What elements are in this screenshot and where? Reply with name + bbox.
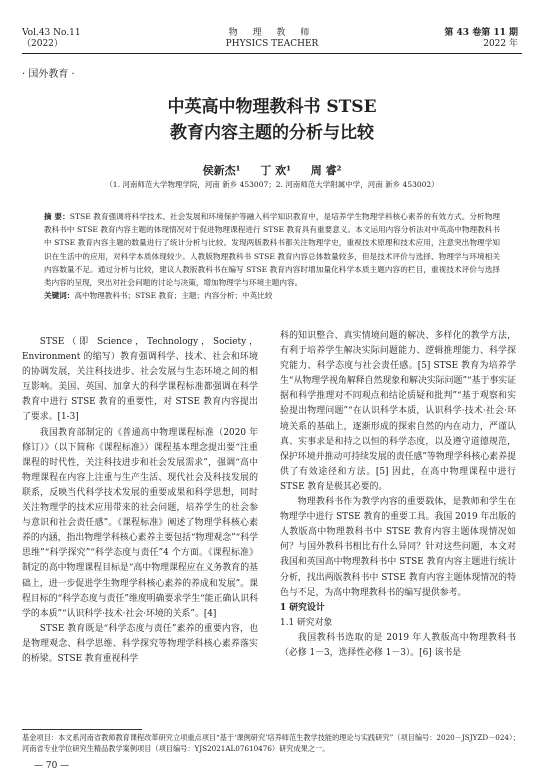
abstract-block	[44, 210, 500, 302]
paragraph: STSE（即 Science，Technology，Society，Environment 的缩写）教育强调科学、技术、社会和环境的协调发展，关注科技进步、社会发展与生态环境之间的相互影响。美国、英国、加拿大的科学课程标准都强调在科学教育中进行 STSE 教育的重要性，对 STSE 教育内容提出了要求。[1-3]	[22, 337, 258, 423]
footnote-rule	[22, 729, 142, 730]
page-number: — 70 —	[34, 761, 70, 771]
author-2: 丁 欢¹	[260, 164, 291, 177]
affiliation: （1. 河南师范大学物理学院，河南 新乡 453007；2. 河南师范大学附属中学，河南 新乡 453002）	[105, 180, 439, 189]
keywords-text: 高中物理教科书；STSE 教育；主题；内容分析；中英比较	[74, 291, 273, 301]
abstract-label: 摘 要：	[44, 212, 70, 221]
subsection-heading: 1.1 研究对象	[280, 617, 333, 628]
article-title-line1: 中英高中物理教科书 STSE	[167, 97, 377, 117]
author-3: 周 睿²	[310, 164, 342, 177]
article-title-line2: 教育内容主题的分析与比较	[170, 123, 374, 143]
journal-volume: Vol.43 No.11 （2022）	[22, 28, 81, 49]
paragraph: 物理教科书作为教学内容的重要载体，是教师和学生在物理学中进行 STSE 教育的重要工具。我国 2019 年出版的人教版高中物理教科书中 STSE 教育内容主题体现情况如何？与国外教科书相比有什么异同？针对这些问题，本文对我国和英国高中物理教科书中 STSE 教育内容主题进行统计分析，找出两版教科书中 STSE 教育内容主题体现情况的特色与不足，为高中物理教科书的编写提供参考。	[280, 497, 516, 598]
journal-title: 物 理 教 师 PHYSICS TEACHER	[225, 28, 319, 49]
funding-footnote: 基金项目：本文系河南省教师教育课程改革研究立项重点项目“基于‘课例研究’培养师范生教学技能的理论与实践研究”（项目编号：2020－JSJYZD－024）；河南省专业学位研究生精品教学案例项目（项目编号：YJS2021AL07610476）研究成果之一。	[22, 733, 520, 753]
body-right-column	[280, 329, 516, 661]
author-1: 侯新杰¹	[202, 164, 241, 177]
keywords-label: 关键词：	[44, 291, 75, 301]
paragraph: 我国教育部制定的《普通高中物理课程标准（2020 年修订）》（以下简称《课程标准》）课程基本理念提出要“注重课程的时代性，关注科技进步和社会发展需求”，强调“高中物理课程在内容上注重与生产生活、现代社会及科技发展的联系，反映当代科学技术发展的重要成果和科学思想，同时关注物理学的技术应用带来的社会问题，培养学生的社会参与意识和社会责任感”。《课程标准》阐述了物理学科核心素养的内涵，指出物理学科核心素养主要包括“物理观念”“科学思维”“科学探究”“科学态度与责任”4 个方面。《课程标准》制定的高中物理课程目标是“高中物理课程应在义务教育的基础上，进一步促进学生物理学科核心素养的养成和发展”。课程目标的“科学态度与责任”维度明确要求学生“能正确认识科学的本质”“认识科学·技术·社会·环境的关系”。[4]	[22, 427, 258, 619]
abstract-text: STSE 教育强调将科学技术、社会发展和环境保护等融入科学知识教育中，是培养学生物理学科核心素养的有效方式。分析物理教科书中 STSE 教育内容主题的体现情况对于促进物理课程进行 STSE 教育具有重要意义。本文运用内容分析法对中英高中物理教科书中 STSE 教育内容主题的数量进行了统计分析与比较。发现两版教科书都关注物理学史，重视技术原理和技术应用，注意突出物理学知识在生活中的应用，对科学本质体现较少。人教版物理教科书 STSE 教育内容总体数量较多，但是技术评价与选择、物理学与环境相关内容数量不足。通过分析与比较，建议人教版教科书在编写 STSE 教育内容时增加量化科学本质主题内容的栏目，重视技术评价与选择类内容的呈现，突出对社会问题的讨论与决策，增加物理学与环境主题内容。	[44, 212, 500, 288]
section-tag: · 国外教育 ·	[22, 69, 75, 80]
body-left-column	[22, 335, 258, 667]
section-heading: 1 研究设计	[280, 602, 325, 613]
journal-issue: 第 43 卷第 11 期 2022 年	[444, 28, 518, 49]
paragraph: STSE 教育既是“科学态度与责任”素养的重要内容，也是物理观念、科学思维、科学探究等物理学科核心素养落实的桥梁。STSE 教育重视科学	[22, 623, 258, 664]
header-rule	[22, 53, 522, 54]
paragraph: 科的知识整合、真实情境问题的解决、多样化的教学方法，有利于培养学生解决实际问题能力、逻辑推理能力、科学探究能力、科学态度与社会责任感。[5] STSE 教育为培养学生“从物理学视角解释自然现象和解决实际问题”“基于事实证据和科学推理对不同观点和结论质疑和批判”“基于观察和实验提出物理问题”“在认识科学本质，认识科学·技术·社会·环境关系的基础上，逐渐形成的探索自然的内在动力，严谨认真、实事求是和持之以恒的科学态度，以及遵守道德规范，保护环境并推动可持续发展的责任感”等物理学科核心素养提供了有效途径和方法。[5] 因此，在高中物理课程中进行 STSE 教育是极其必要的。	[280, 331, 516, 492]
paragraph: 我国教科书选取的是 2019 年人教版高中物理教科书（必修 1－3，选择性必修 1－3）。[6] 该书是	[280, 632, 516, 658]
authors	[0, 162, 544, 178]
